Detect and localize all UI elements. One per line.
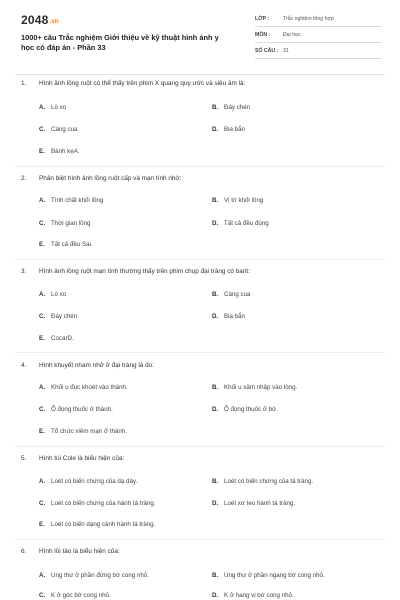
question-number: 1.	[21, 80, 27, 87]
option-text: Tất cả đều Sai.	[51, 241, 93, 248]
document-title: 1000+ câu Trắc nghiệm Giới thiệu về kỹ thuật hình ảnh y học có đáp án - Phần 33	[21, 33, 219, 52]
option-letter: C.	[39, 126, 46, 133]
question-number: 3.	[21, 268, 27, 275]
question-divider	[15, 539, 385, 540]
meta-value: 31	[283, 48, 289, 54]
question-text	[21, 80, 245, 87]
option-text: K ở góc bờ cong nhỏ.	[51, 592, 111, 599]
option-text: Loét có biến chứng của hành tá tràng.	[51, 500, 156, 507]
question-divider	[15, 446, 385, 447]
option-letter: D.	[212, 126, 219, 133]
option-text: Tổ chức viêm mạn ở thành.	[51, 428, 127, 435]
option-text: Đáy chén	[224, 104, 251, 111]
option-letter: D.	[212, 313, 219, 320]
option-d[interactable]	[212, 500, 295, 507]
option-letter: B.	[212, 384, 219, 391]
option-b[interactable]	[212, 197, 263, 204]
option-letter: E.	[39, 521, 45, 528]
option-b[interactable]	[212, 572, 325, 579]
option-b[interactable]	[212, 384, 297, 391]
option-c[interactable]	[39, 126, 78, 133]
option-letter: A.	[39, 197, 46, 204]
meta-value: Đại học	[283, 32, 301, 38]
question-number: 6.	[21, 548, 27, 555]
option-letter: D.	[212, 406, 219, 413]
option-text: K ở hang vị bờ cong nhỏ.	[224, 592, 294, 599]
option-text: Bia bắn	[224, 126, 245, 133]
option-d[interactable]	[212, 313, 245, 320]
question-5	[0, 455, 400, 550]
question-1	[0, 80, 400, 175]
meta-value: Trắc nghiệm tổng hợp	[283, 16, 334, 22]
option-e[interactable]	[39, 335, 74, 342]
meta-label: MÔN :	[255, 32, 271, 38]
option-letter: D.	[212, 220, 219, 227]
option-text: CocarD.	[51, 335, 74, 342]
question-text	[21, 362, 154, 369]
meta-label: LỚP :	[255, 16, 270, 22]
option-letter: B.	[212, 478, 219, 485]
option-text: Vị trí khối lồng	[224, 197, 264, 204]
option-letter: E.	[39, 335, 45, 342]
option-letter: C.	[39, 313, 46, 320]
option-c[interactable]	[39, 500, 156, 507]
option-a[interactable]	[39, 104, 66, 111]
option-text: Khối u xâm nhập vào lòng.	[224, 384, 298, 391]
meta-row-subject	[255, 29, 381, 43]
meta-row-class	[255, 13, 381, 27]
option-c[interactable]	[39, 406, 113, 413]
option-text: Bánh kẹA.	[51, 148, 80, 155]
option-c[interactable]	[39, 592, 111, 599]
option-text: Loét có biến chứng của tá tràng.	[224, 478, 314, 485]
question-stem: Hình ảnh lồng ruột có thể thấy trên phim X quang quy ước và siêu âm là:	[39, 80, 246, 87]
question-4	[0, 362, 400, 457]
option-letter: D.	[212, 500, 219, 507]
option-text: Thời gian lồng	[51, 220, 91, 227]
option-letter: A.	[39, 572, 46, 579]
question-stem: Hình ảnh lồng ruột mạn tính thường thấy trên phim chụp đại tràng có barit:	[39, 268, 250, 275]
meta-row-count	[255, 45, 381, 59]
option-text: Càng cua	[224, 291, 251, 298]
option-b[interactable]	[212, 104, 250, 111]
option-letter: A.	[39, 104, 46, 111]
question-stem: Hình túi Cole là biểu hiện của:	[39, 455, 125, 462]
option-text: Ung thư ở phần đứng bờ cong nhỏ.	[51, 572, 149, 579]
option-text: Đáy chén	[51, 313, 78, 320]
option-letter: A.	[39, 478, 46, 485]
option-e[interactable]	[39, 521, 155, 528]
option-text: Ung thư ở phần ngang bờ cong nhỏ.	[224, 572, 325, 579]
meta-label: SỐ CÂU :	[255, 48, 279, 54]
option-text: Loét có biến chứng của dạ dày.	[51, 478, 138, 485]
logo-sub: .vn	[49, 19, 59, 25]
option-c[interactable]	[39, 313, 77, 320]
option-letter: C.	[39, 592, 46, 599]
option-text: Càng cua	[51, 126, 78, 133]
meta-panel	[255, 13, 381, 61]
option-text: Lò xo	[51, 104, 67, 111]
option-letter: C.	[39, 406, 46, 413]
option-text: Khối u đục khoét vào thành.	[51, 384, 128, 391]
option-letter: B.	[212, 572, 219, 579]
question-divider	[15, 166, 385, 167]
option-d[interactable]	[212, 126, 245, 133]
option-letter: A.	[39, 384, 46, 391]
question-text	[21, 455, 124, 462]
option-letter: E.	[39, 241, 45, 248]
document-header	[0, 0, 400, 72]
site-logo[interactable]	[21, 13, 59, 27]
question-stem: Hình khuyết nham nhở ở đại tràng là do:	[39, 362, 154, 369]
option-text: Tính chất khối lồng	[51, 197, 104, 204]
option-text: Loét có biến dạng cánh hành tá tràng.	[51, 521, 156, 528]
option-letter: D.	[212, 592, 219, 599]
question-text	[21, 175, 181, 182]
option-letter: E.	[39, 148, 45, 155]
option-text: Ổ đọng thuốc ở thành.	[51, 406, 113, 413]
option-letter: B.	[212, 291, 219, 298]
option-a[interactable]	[39, 384, 128, 391]
question-text	[21, 548, 120, 555]
option-b[interactable]	[212, 478, 313, 485]
option-d[interactable]	[212, 406, 278, 413]
option-a[interactable]	[39, 291, 66, 298]
option-d[interactable]	[212, 592, 294, 599]
question-text	[21, 268, 250, 275]
option-a[interactable]	[39, 478, 137, 485]
question-number: 4.	[21, 362, 27, 369]
option-b[interactable]	[212, 291, 251, 298]
question-number: 5.	[21, 455, 27, 462]
option-e[interactable]	[39, 428, 127, 435]
option-e[interactable]	[39, 241, 93, 248]
question-stem: Phân biệt hình ảnh lồng ruột cấp và mạn tính nhờ:	[39, 175, 182, 182]
option-text: Lò xo	[51, 291, 67, 298]
option-text: Ổ đọng thuốc ở bờ.	[224, 406, 278, 413]
option-c[interactable]	[39, 220, 91, 227]
option-a[interactable]	[39, 572, 149, 579]
question-divider	[15, 259, 385, 260]
option-text: Tất cả đều đúng	[224, 220, 269, 227]
option-letter: E.	[39, 428, 45, 435]
option-d[interactable]	[212, 220, 269, 227]
question-number: 2.	[21, 175, 27, 182]
question-2	[0, 175, 400, 270]
option-letter: B.	[212, 104, 219, 111]
option-e[interactable]	[39, 148, 80, 155]
logo-main: 2048	[21, 13, 49, 27]
option-letter: C.	[39, 220, 46, 227]
question-3	[0, 268, 400, 363]
question-stem: Hình lồi tảo là biểu hiện của:	[39, 548, 120, 555]
option-text: Loét xơ teo hành tá tràng.	[224, 500, 296, 507]
option-text: Bia bắn	[224, 313, 245, 320]
option-a[interactable]	[39, 197, 103, 204]
option-letter: B.	[212, 197, 219, 204]
option-letter: A.	[39, 291, 46, 298]
option-letter: C.	[39, 500, 46, 507]
question-6	[0, 548, 400, 600]
header-divider	[15, 74, 385, 75]
question-divider	[15, 352, 385, 353]
